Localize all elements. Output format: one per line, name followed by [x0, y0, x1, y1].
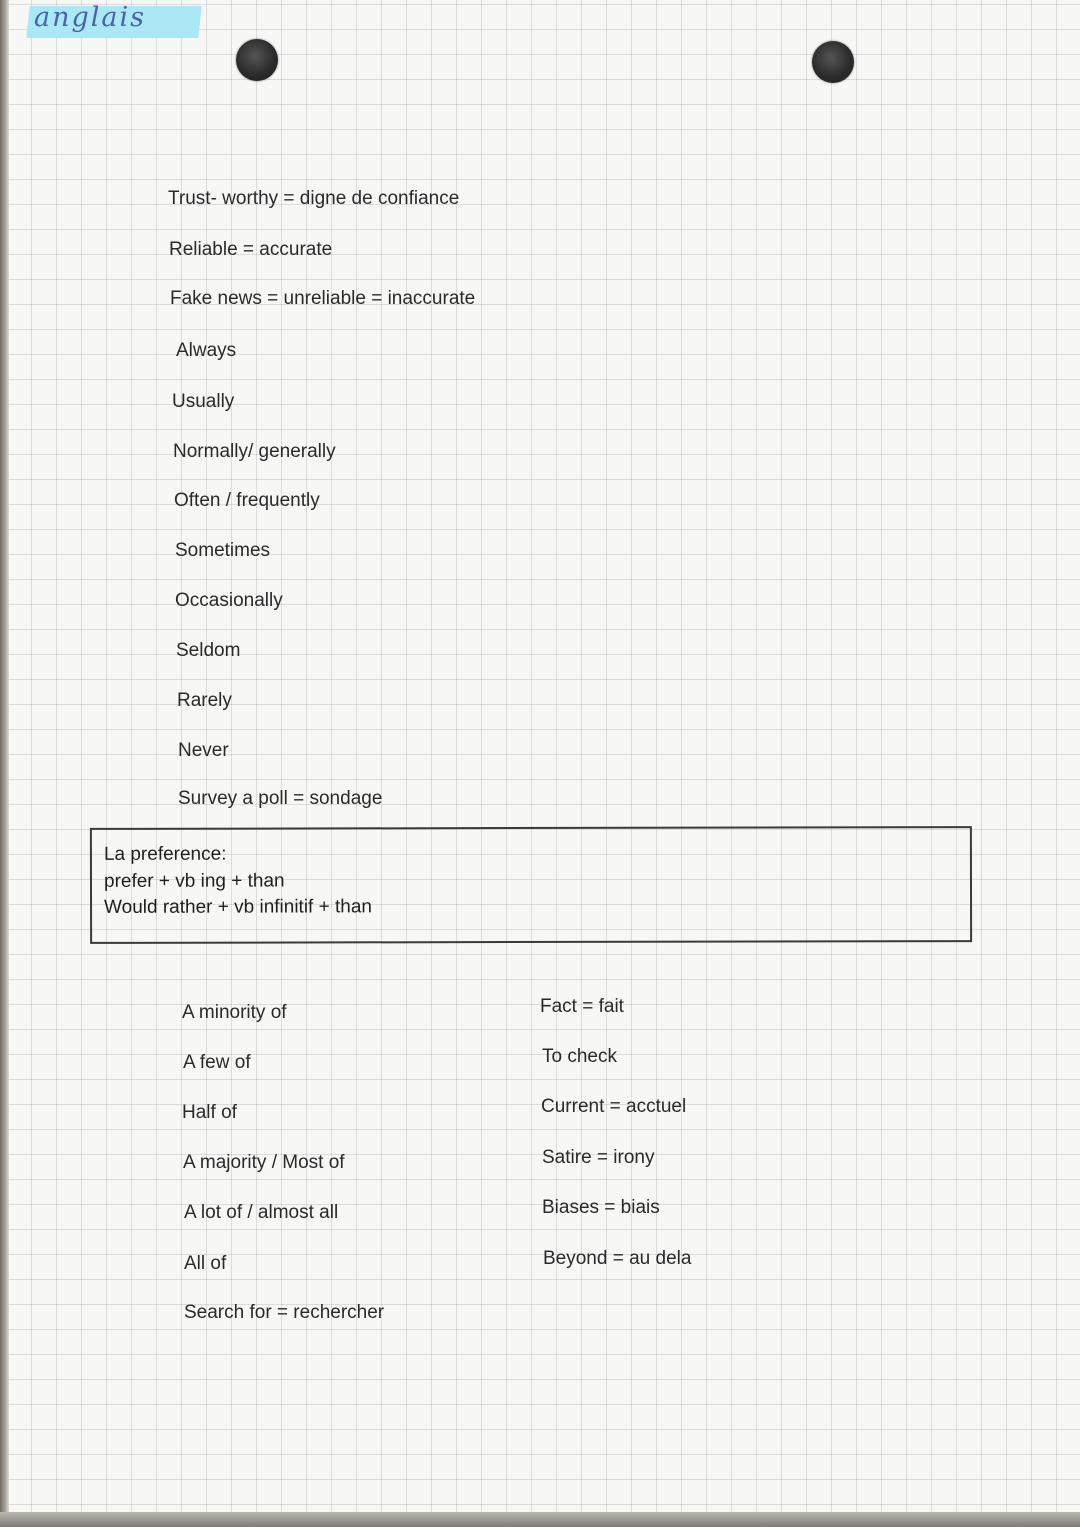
vocab-item: Fake news = unreliable = inaccurate: [170, 288, 476, 309]
vocab-item: Normally/ generally: [173, 441, 336, 462]
vocab-item: Usually: [172, 391, 235, 412]
right-item: Current = acctuel: [541, 1096, 687, 1117]
punch-hole-left: [236, 39, 278, 81]
right-item: Beyond = au dela: [543, 1248, 692, 1269]
vocab-item: Seldom: [176, 640, 241, 661]
vocab-item: Occasionally: [175, 590, 283, 611]
vocab-item: Rarely: [177, 690, 232, 711]
quantity-item: A lot of / almost all: [184, 1202, 339, 1223]
quantity-item: All of: [184, 1253, 227, 1274]
vocab-item: Sometimes: [175, 540, 271, 561]
right-item: Fact = fait: [540, 996, 624, 1017]
quantity-item: A few of: [183, 1052, 251, 1073]
vocab-item: Always: [176, 340, 237, 361]
page-bottom-shadow: [0, 1512, 1080, 1527]
vocab-item: Trust- worthy = digne de confiance: [168, 188, 460, 209]
preference-rule: prefer + vb ing + than: [103, 870, 285, 892]
vocab-item: Survey a poll = sondage: [178, 788, 383, 809]
right-item: To check: [542, 1046, 617, 1067]
right-item: Biases = biais: [542, 1197, 660, 1218]
vocab-item: Reliable = accurate: [169, 239, 333, 260]
vocab-item: Often / frequently: [174, 490, 320, 511]
quantity-item: Search for = rechercher: [184, 1302, 385, 1323]
quantity-item: A minority of: [182, 1002, 287, 1023]
right-item: Satire = irony: [542, 1147, 655, 1168]
quantity-item: A majority / Most of: [183, 1152, 345, 1173]
preference-box: [90, 826, 972, 944]
quantity-item: Half of: [182, 1102, 237, 1123]
punch-hole-right: [812, 41, 854, 83]
page-title: anglais: [34, 2, 146, 33]
page-left-shadow: [0, 0, 9, 1527]
preference-rule: Would rather + vb infinitif + than: [104, 896, 372, 918]
vocab-item: Never: [178, 740, 229, 761]
preference-heading: La preference:: [103, 843, 227, 865]
